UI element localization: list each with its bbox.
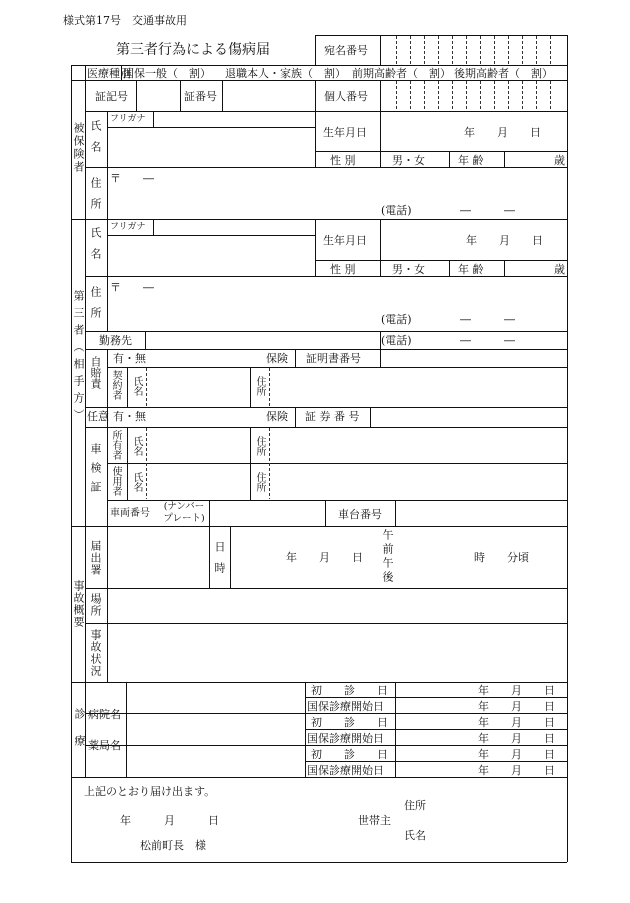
address-no-field[interactable] [382, 37, 566, 64]
chassis-no-field[interactable] [397, 501, 566, 525]
tp-work-label: 勤務先 [99, 334, 132, 347]
personal-no-label: 個人番号 [324, 90, 368, 103]
first-visit-label-1: 初 診 日 [311, 684, 388, 697]
hospital-label: 病院名 [88, 708, 121, 721]
contractor-address-label: 住所 [254, 376, 265, 396]
tp-gender-label: 性 別 [330, 263, 356, 276]
police-field[interactable] [109, 527, 208, 587]
user-name-label: 氏名 [131, 472, 142, 492]
contractor-name-label: 氏名 [131, 376, 142, 396]
hospital-field-1[interactable] [128, 683, 304, 712]
medical-type-label: 医療種別 [87, 67, 131, 80]
accident-date-value[interactable]: 年 月 日 [286, 551, 363, 564]
chassis-no-label: 車台番号 [338, 508, 382, 521]
place-label: 場所 [89, 593, 102, 617]
pharmacy-field[interactable] [128, 746, 304, 776]
accident-section-label: 事故概要 [72, 580, 85, 628]
insured-address-label: 住所 [89, 177, 102, 219]
tp-work-field[interactable] [147, 332, 379, 348]
ampm-label[interactable]: 午前午後 [381, 529, 394, 585]
kokuho-start-date-2[interactable]: 年 月 日 [478, 732, 555, 745]
kokuho-general-option[interactable]: 国保一般（ 割） [123, 67, 211, 80]
voluntary-yes-no[interactable]: 有・無 [113, 410, 146, 423]
first-visit-date-2[interactable]: 年 月 日 [478, 716, 555, 729]
tp-phone-label: (電話) [381, 313, 412, 326]
owner-name-field[interactable] [148, 428, 249, 462]
contractor-address-field[interactable] [271, 368, 566, 406]
insured-gender-value[interactable]: 男・女 [392, 154, 425, 167]
medical-section-label: 診療 [73, 708, 86, 762]
jibaiseki-insurance-label: 保険 [266, 352, 288, 365]
cert-doc-field[interactable] [382, 350, 566, 366]
jibaiseki-label: 自賠責 [89, 356, 102, 389]
declaration-date[interactable]: 年 月 日 [120, 814, 219, 827]
owner-label: 所有者 [110, 430, 121, 460]
cert-number-field[interactable] [224, 82, 314, 110]
insured-postal-mark[interactable]: 〒 ― [110, 172, 154, 185]
contractor-label: 契約者 [110, 370, 121, 400]
cert-symbol-field[interactable] [138, 82, 179, 110]
vehicle-no-field[interactable] [211, 501, 324, 525]
insured-birth-label: 生年月日 [323, 126, 367, 139]
policy-no-label: 証 券 番 号 [305, 410, 360, 423]
kokuho-start-label-2: 国保診療開始日 [307, 732, 384, 745]
tp-furigana-label: フリガナ [110, 222, 146, 232]
tp-birth-value[interactable]: 年 月 日 [466, 234, 543, 247]
user-name-field[interactable] [148, 464, 249, 499]
form-title: 第三者行為による傷病届 [116, 42, 270, 58]
insured-name-field[interactable] [109, 129, 314, 166]
pharmacy-label: 薬局名 [88, 739, 121, 752]
hospital-field-2[interactable] [128, 714, 304, 744]
user-address-label: 住所 [254, 472, 265, 492]
voluntary-label: 任意 [87, 410, 109, 423]
tp-work-phone-label: (電話) [381, 334, 412, 347]
kokuho-start-date-1[interactable]: 年 月 日 [478, 700, 555, 713]
owner-name-label: 氏名 [131, 436, 142, 456]
first-visit-date-3[interactable]: 年 月 日 [478, 748, 555, 761]
tp-postal-mark[interactable]: 〒 ― [110, 281, 154, 294]
kokuho-start-label-3: 国保診療開始日 [307, 764, 384, 777]
insured-furigana-label: フリガナ [110, 114, 146, 124]
cert-number-label: 証番号 [184, 90, 217, 103]
plate-note: (ナンバー プレート) [163, 501, 224, 524]
insured-section-label: 被保険者 [72, 122, 85, 174]
insured-name-label: 氏名 [89, 120, 102, 162]
vehicle-cert-label: 車検証 [89, 443, 102, 500]
household-address-label: 住所 [404, 799, 426, 812]
household-name-field[interactable] [430, 826, 565, 842]
first-visit-label-3: 初 診 日 [311, 748, 388, 761]
tp-age-unit: 歳 [554, 263, 565, 276]
user-label: 使用者 [110, 466, 121, 496]
kokuho-start-date-3[interactable]: 年 月 日 [478, 764, 555, 777]
police-label: 届出署 [89, 540, 102, 576]
insured-phone-value[interactable]: ― ― [460, 204, 515, 217]
jibaiseki-yes-no[interactable]: 有・無 [113, 352, 146, 365]
address-no-label: 宛名番号 [324, 44, 368, 57]
tp-work-phone-value[interactable]: ― ― [460, 334, 515, 347]
insured-birth-value[interactable]: 年 月 日 [464, 126, 541, 139]
insured-age-unit: 歳 [554, 154, 565, 167]
kouki-option[interactable]: 後期高齢者（ 割） [454, 67, 553, 80]
contractor-name-field[interactable] [148, 368, 249, 406]
zenki-option[interactable]: 前期高齢者（ 割） [352, 67, 451, 80]
insured-gender-label: 性 別 [330, 154, 356, 167]
tp-birth-label: 生年月日 [323, 234, 367, 247]
cert-symbol-label: 証記号 [95, 90, 128, 103]
tp-name-field[interactable] [109, 237, 314, 275]
tp-phone-value[interactable]: ― ― [460, 313, 515, 326]
household-head-label: 世帯主 [358, 814, 391, 827]
place-field[interactable] [109, 589, 566, 622]
third-party-section-label: 第三者（相手方） [72, 290, 85, 426]
owner-address-label: 住所 [254, 436, 265, 456]
insured-phone-label: (電話) [381, 204, 412, 217]
owner-address-field[interactable] [271, 428, 566, 462]
insured-age-label: 年 齢 [458, 154, 484, 167]
first-visit-label-2: 初 診 日 [311, 716, 388, 729]
household-name-label: 氏名 [404, 829, 426, 842]
personal-no-field[interactable] [382, 82, 566, 110]
user-address-field[interactable] [271, 464, 566, 499]
situation-field[interactable] [109, 624, 566, 681]
tp-gender-value[interactable]: 男・女 [392, 263, 425, 276]
first-visit-date-1[interactable]: 年 月 日 [478, 684, 555, 697]
policy-no-field[interactable] [372, 408, 566, 426]
form-number: 様式第17号 交通事故用 [63, 14, 187, 27]
cert-doc-label: 証明書番号 [306, 352, 361, 365]
declaration-text: 上記のとおり届け出ます。 [84, 785, 216, 798]
tp-name-label: 氏名 [89, 227, 102, 269]
mayor-addressee: 松前町長 様 [140, 839, 206, 852]
tp-age-label: 年 齢 [458, 263, 484, 276]
household-address-field[interactable] [430, 796, 565, 812]
datetime-label: 日時 [213, 541, 226, 583]
voluntary-insurance-label: 保険 [266, 410, 288, 423]
tp-address-label: 住所 [89, 286, 102, 328]
situation-label: 事故状況 [89, 629, 102, 677]
kokuho-start-label-1: 国保診療開始日 [307, 700, 384, 713]
vehicle-no-label: 車両番号 [110, 508, 150, 519]
accident-time-value[interactable]: 時 分頃 [474, 551, 529, 564]
retired-option[interactable]: 退職本人・家族（ 割） [225, 67, 346, 80]
